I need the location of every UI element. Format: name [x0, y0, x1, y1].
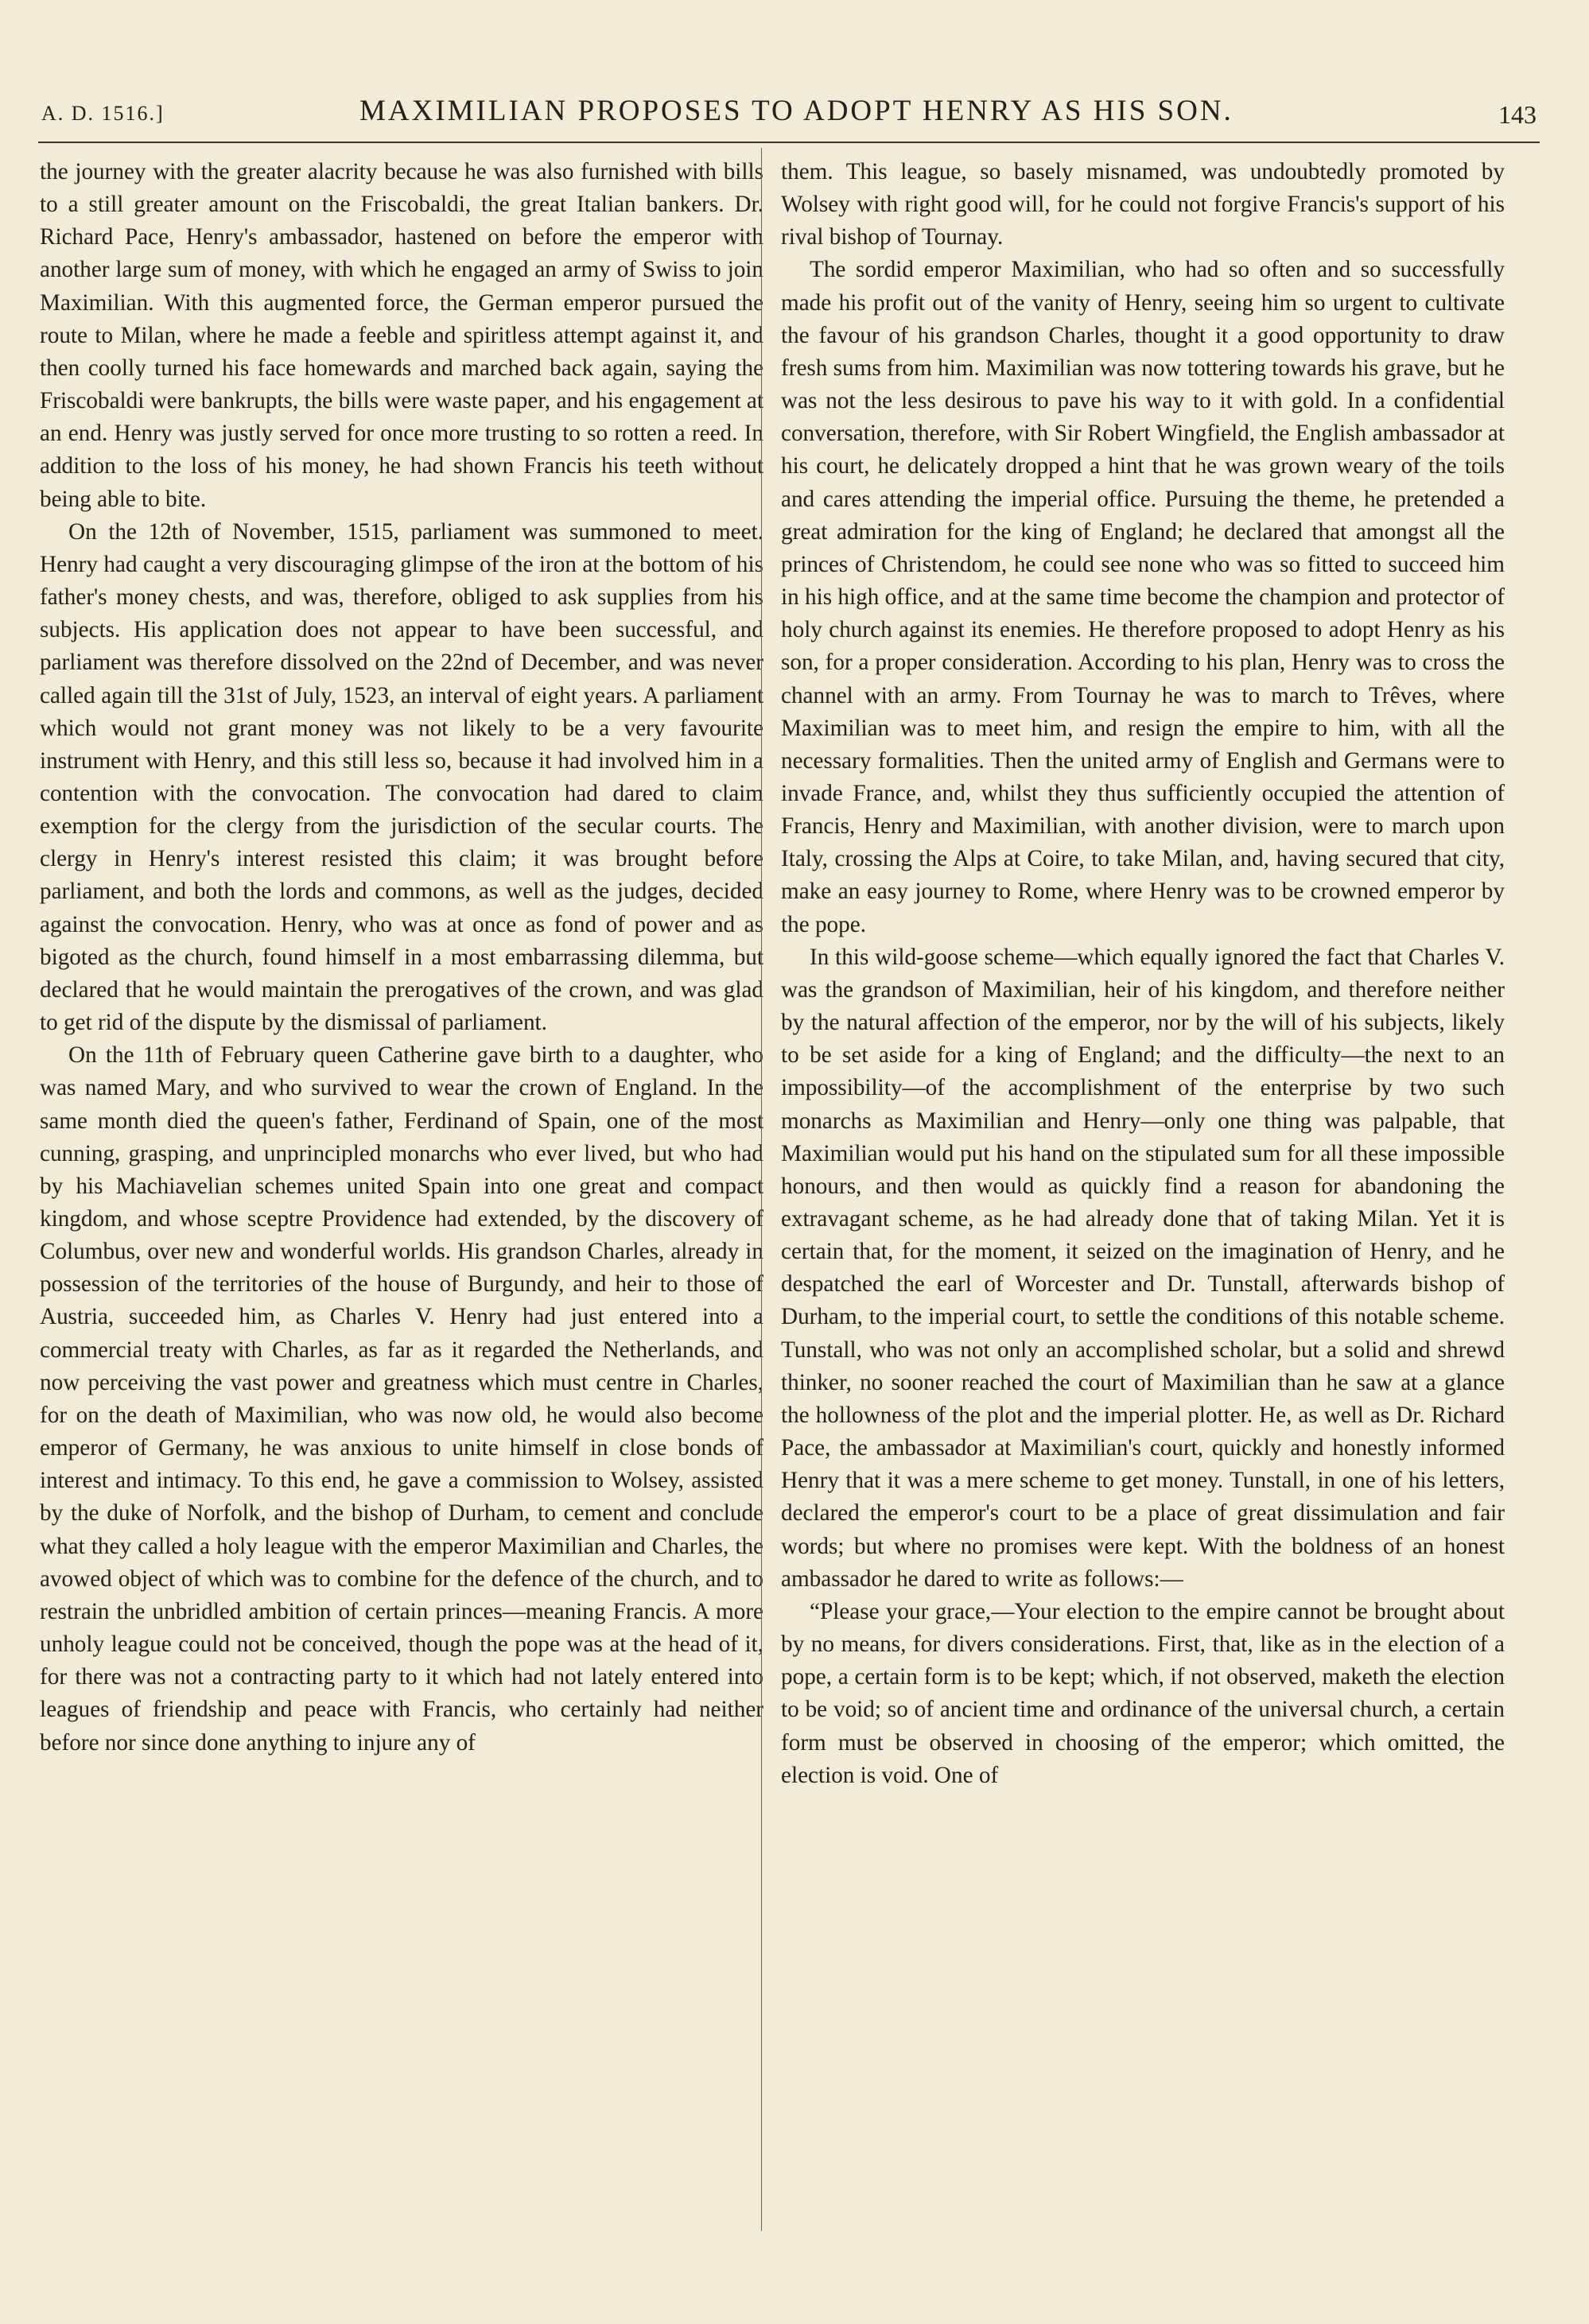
- page-number: 143: [1498, 100, 1537, 129]
- paragraph: the journey with the greater alacrity because he was also furnished with bills to a still greater amount on the Friscobaldi, the great Italian bankers. Dr. Richard Pace, Henry's ambassador, hastened on before the emperor with another large sum of money, with which he engaged an army of Swiss to join Maximilian. With this augmented force, the German emperor pursued the route to Milan, where he made a feeble and spiritless attempt against it, and then coolly turned his face homewards and marched back again, saying the Friscobaldi were bankrupts, the bills were waste paper, and his engagement at an end. Henry was justly served for once more trusting to so rotten a reed. In addition to the loss of his money, he had shown Francis his teeth without being able to bite.: [40, 159, 763, 512]
- paragraph: The sordid emperor Maximilian, who had so often and so successfully made his profit out of the vanity of Henry, seeing him so urgent to cultivate the favour of his grandson Charles, thought it a good opportunity to draw fresh sums from him. Maximilian was now tottering towards his grave, but he was not the less desirous to pave his way to it with gold. In a confidential conversation, therefore, with Sir Robert Wingfield, the English ambassador at his court, he delicately dropped a hint that he was grown weary of the toils and cares attending the imperial office. Pursuing the theme, he pretended a great admiration for the king of England; he declared that amongst all the princes of Christendom, he could see none who was so fitted to succeed him in his high office, and at the same time become the champion and protector of holy church against its enemies. He therefore proposed to adopt Henry as his son, for a proper consideration. According to his plan, Henry was to cross the channel with an army. From Tournay he was to march to Trêves, where Maximilian was to meet him, and resign the empire to him, with all the necessary formalities. Then the united army of English and Germans were to invade France, and, whilst they thus sufficiently occupied the attention of Francis, Henry and Maximilian, with another division, were to march upon Italy, crossing the Alps at Coire, to take Milan, and, having secured that city, make an easy journey to Rome, where Henry was to be crowned emperor by the pope.: [781, 257, 1505, 937]
- quotation: “Please your grace,—Your election to the empire cannot be brought about by no means, for divers considerations. First, that, like as in the election of a pope, a certain form is to be kept; which, if not observed, maketh the election to be void; so of ancient time and ordinance of the universal church, a certain form must be observed in choosing of the emperor; which omitted, the election is void. One of: [781, 1598, 1505, 1788]
- paragraph: In this wild-goose scheme—which equally ignored the fact that Charles V. was the grandson of Maximilian, heir of his kingdom, and therefore neither by the natural affection of the emperor, nor by the will of his subjects, likely to be set aside for a king of England; and the difficulty—the next to an impossibility—of the accomplishment of the enterprise by two such monarchs as Maximilian and Henry—only one thing was palpable, that Maximilian would put his hand on the stipulated sum for all these impossible honours, and then would as quickly find a reason for abandoning the extravagant scheme, as he had already done that of taking Milan. Yet it is certain that, for the moment, it seized on the imagination of Henry, and he despatched the earl of Worcester and Dr. Tunstall, afterwards bishop of Durham, to the imperial court, to settle the conditions of this notable scheme. Tunstall, who was not only an accomplished scholar, but a solid and shrewd thinker, no sooner reached the court of Maximilian than he saw at a glance the hollowness of the plot and the imperial plotter. He, as well as Dr. Richard Pace, the ambassador at Maximilian's court, quickly and honestly informed Henry that it was a mere scheme to get money. Tunstall, in one of his letters, declared the emperor's court to be a place of great dissimulation and fair words; but where no promises were kept. With the boldness of an honest ambassador he dared to write as follows:—: [781, 944, 1505, 1592]
- running-header: [41, 94, 1537, 137]
- paragraph: them. This league, so basely misnamed, was undoubtedly promoted by Wolsey with right good will, for he could not forgive Francis's support of his rival bishop of Tournay.: [781, 159, 1505, 250]
- left-column: [40, 156, 763, 2239]
- right-column: [781, 156, 1505, 2239]
- paragraph: On the 11th of February queen Catherine gave birth to a daughter, who was named Mary, and who survived to wear the crown of England. In the same month died the queen's father, Ferdinand of Spain, one of the most cunning, grasping, and unprincipled monarchs who ever lived, but who had by his Machiavelian schemes united Spain into one great and compact kingdom, and whose sceptre Providence had extended, by the discovery of Columbus, over new and wonderful worlds. His grandson Charles, already in possession of the territories of the house of Burgundy, and heir to those of Austria, succeeded him, as Charles V. Henry had just entered into a commercial treaty with Charles, as far as it regarded the Netherlands, and now perceiving the vast power and greatness which must centre in Charles, for on the death of Maximilian, who was now old, he would also become emperor of Germany, he was anxious to unite himself in close bonds of interest and intimacy. To this end, he gave a commission to Wolsey, assisted by the duke of Norfolk, and the bishop of Durham, to cement and conclude what they called a holy league with the emperor Maximilian and Charles, the avowed object of which was to combine for the defence of the church, and to restrain the unbridled ambition of certain princes—meaning Francis. A more unholy league could not be conceived, though the pope was at the head of it, for there was not a contracting party to it which had not lately entered into leagues of friendship and peace with Francis, who certainly had neither before nor since done anything to injure any of: [40, 1042, 763, 1756]
- paragraph: On the 12th of November, 1515, parliament was summoned to meet. Henry had caught a very discouraging glimpse of the iron at the bottom of his father's money chests, and was, therefore, obliged to ask supplies from his subjects. His application does not appear to have been successful, and parliament was therefore dissolved on the 22nd of December, and was never called again till the 31st of July, 1523, an interval of eight years. A parliament which would not grant money was not likely to be a very favourite instrument with Henry, and this still less so, because it had involved him in a contention with the convocation. The convocation had dared to claim exemption for the clergy from the jurisdiction of the secular courts. The clergy in Henry's interest resisted this claim; it was brought before parliament, and both the lords and commons, as well as the judges, decided against the convocation. Henry, who was at once as fond of power and as bigoted as the church, found himself in a most embarrassing dilemma, but declared that he would maintain the prerogatives of the crown, and was glad to get rid of the dispute by the dismissal of parliament.: [40, 518, 763, 1036]
- column-divider: [761, 148, 762, 2231]
- page-title: MAXIMILIAN PROPOSES TO ADOPT HENRY AS HIS SON.: [359, 95, 1234, 127]
- header-rule: [38, 142, 1540, 143]
- header-date: A. D. 1516.]: [41, 102, 165, 125]
